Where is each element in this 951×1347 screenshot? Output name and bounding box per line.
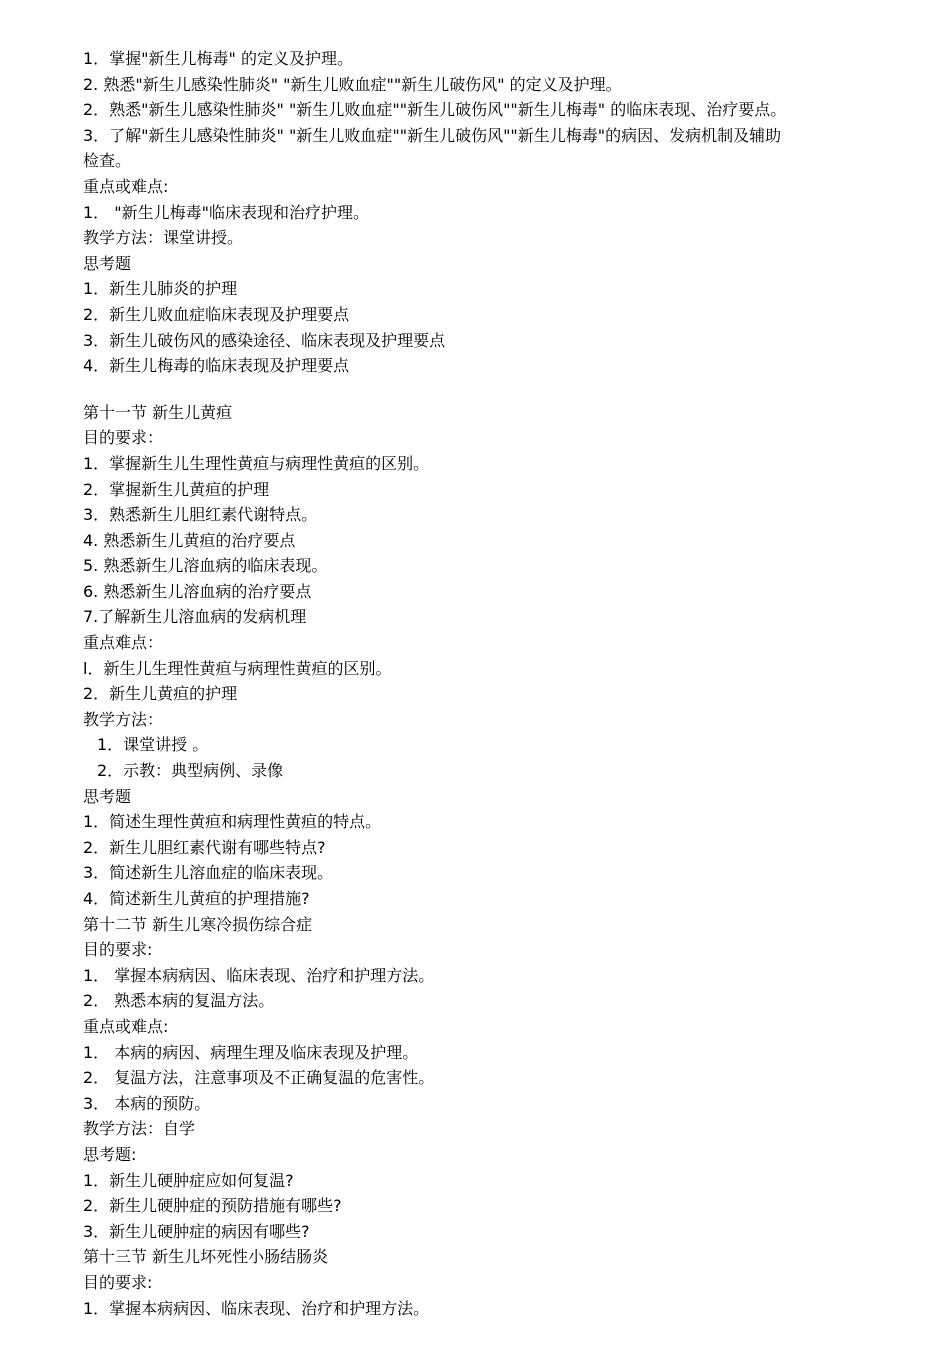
text-line: 第十一节 新生儿黄疸	[83, 402, 233, 422]
text-line: 1．新生儿肺炎的护理	[83, 279, 238, 299]
text-line: 目的要求：	[83, 428, 164, 448]
text-line: 1． 掌握本病病因、临床表现、治疗和护理方法。	[83, 965, 435, 985]
text-line: 1．课堂讲授 。	[97, 735, 209, 755]
text-line: 1．掌握本病病因、临床表现、治疗和护理方法。	[83, 1298, 430, 1318]
text-line: 3．熟悉新生儿胆红素代谢特点。	[83, 505, 318, 525]
text-line: 1． 本病的病因、病理生理及临床表现及护理。	[83, 1042, 419, 1062]
text-line: 2． 复温方法，注意事项及不正确复温的危害性。	[83, 1068, 435, 1088]
text-line: 2．示教：典型病例、录像	[97, 761, 284, 781]
text-line: 2．熟悉"新生儿感染性肺炎" "新生儿败血症""新生儿破伤风""新生儿梅毒" 的临床表现、治疗要点。	[83, 100, 787, 120]
text-line: 1．掌握"新生儿梅毒" 的定义及护理。	[83, 49, 353, 68]
text-line: 思考题:	[83, 1144, 137, 1164]
blank-line	[83, 379, 923, 400]
text-line: 4. 熟悉新生儿黄疸的治疗要点	[83, 530, 296, 550]
text-line: 2．新生儿胆红素代谢有哪些特点?	[83, 837, 326, 857]
text-line: 重点或难点:	[83, 1016, 169, 1036]
text-line: 教学方法：自学	[83, 1119, 196, 1139]
text-line: 2．新生儿败血症临床表现及护理要点	[83, 304, 350, 324]
text-line: 3． 本病的预防。	[83, 1093, 211, 1113]
text-line: 目的要求:	[83, 1272, 153, 1292]
document-body	[83, 46, 923, 1321]
text-line: 2．新生儿黄疸的护理	[83, 684, 238, 704]
text-line: 目的要求:	[83, 940, 153, 960]
text-line: 1．新生儿硬肿症应如何复温?	[83, 1170, 294, 1190]
text-line: 检查。	[83, 151, 132, 171]
text-line: l．新生儿生理性黄疸与病理性黄疸的区别。	[83, 658, 392, 678]
text-line: 4．简述新生儿黄疸的护理措施?	[83, 889, 310, 908]
text-line: 1．简述生理性黄疸和病理性黄疸的特点。	[83, 812, 382, 832]
text-line: 3．简述新生儿溶血症的临床表现。	[83, 863, 334, 883]
text-line: 2． 熟悉本病的复温方法。	[83, 991, 275, 1011]
text-line: 2. 熟悉"新生儿感染性肺炎" "新生儿败血症""新生儿破伤风" 的定义及护理。	[83, 74, 622, 94]
text-line: 教学方法：课堂讲授。	[83, 228, 244, 248]
text-line: 重点难点：	[83, 633, 164, 653]
text-line: 7.了解新生儿溶血病的发病机理	[83, 607, 307, 627]
text-line: 1． "新生儿梅毒"临床表现和治疗护理。	[83, 202, 369, 222]
text-line: 4．新生儿梅毒的临床表现及护理要点	[83, 356, 350, 376]
text-line: 思考题	[83, 253, 132, 273]
text-line: 3．了解"新生儿感染性肺炎" "新生儿败血症""新生儿破伤风""新生儿梅毒"的病因、发病机制及辅助	[83, 125, 782, 145]
text-line: 1．掌握新生儿生理性黄疸与病理性黄疸的区别。	[83, 453, 430, 473]
text-line: 5. 熟悉新生儿溶血病的临床表现。	[83, 556, 328, 576]
text-line: 6. 熟悉新生儿溶血病的治疗要点	[83, 581, 312, 601]
text-line: 思考题	[83, 786, 132, 806]
text-line: 2．掌握新生儿黄疸的护理	[83, 479, 270, 499]
text-line: 重点或难点:	[83, 176, 169, 196]
text-line: 2．新生儿硬肿症的预防措施有哪些?	[83, 1196, 342, 1216]
text-line: 第十二节 新生儿寒冷损伤综合症	[83, 914, 313, 934]
text-line: 3．新生儿硬肿症的病因有哪些?	[83, 1221, 310, 1241]
text-line: 教学方法：	[83, 709, 164, 729]
text-line: 3．新生儿破伤风的感染途径、临床表现及护理要点	[83, 330, 446, 350]
text-line: 第十三节 新生儿坏死性小肠结肠炎	[83, 1247, 329, 1267]
